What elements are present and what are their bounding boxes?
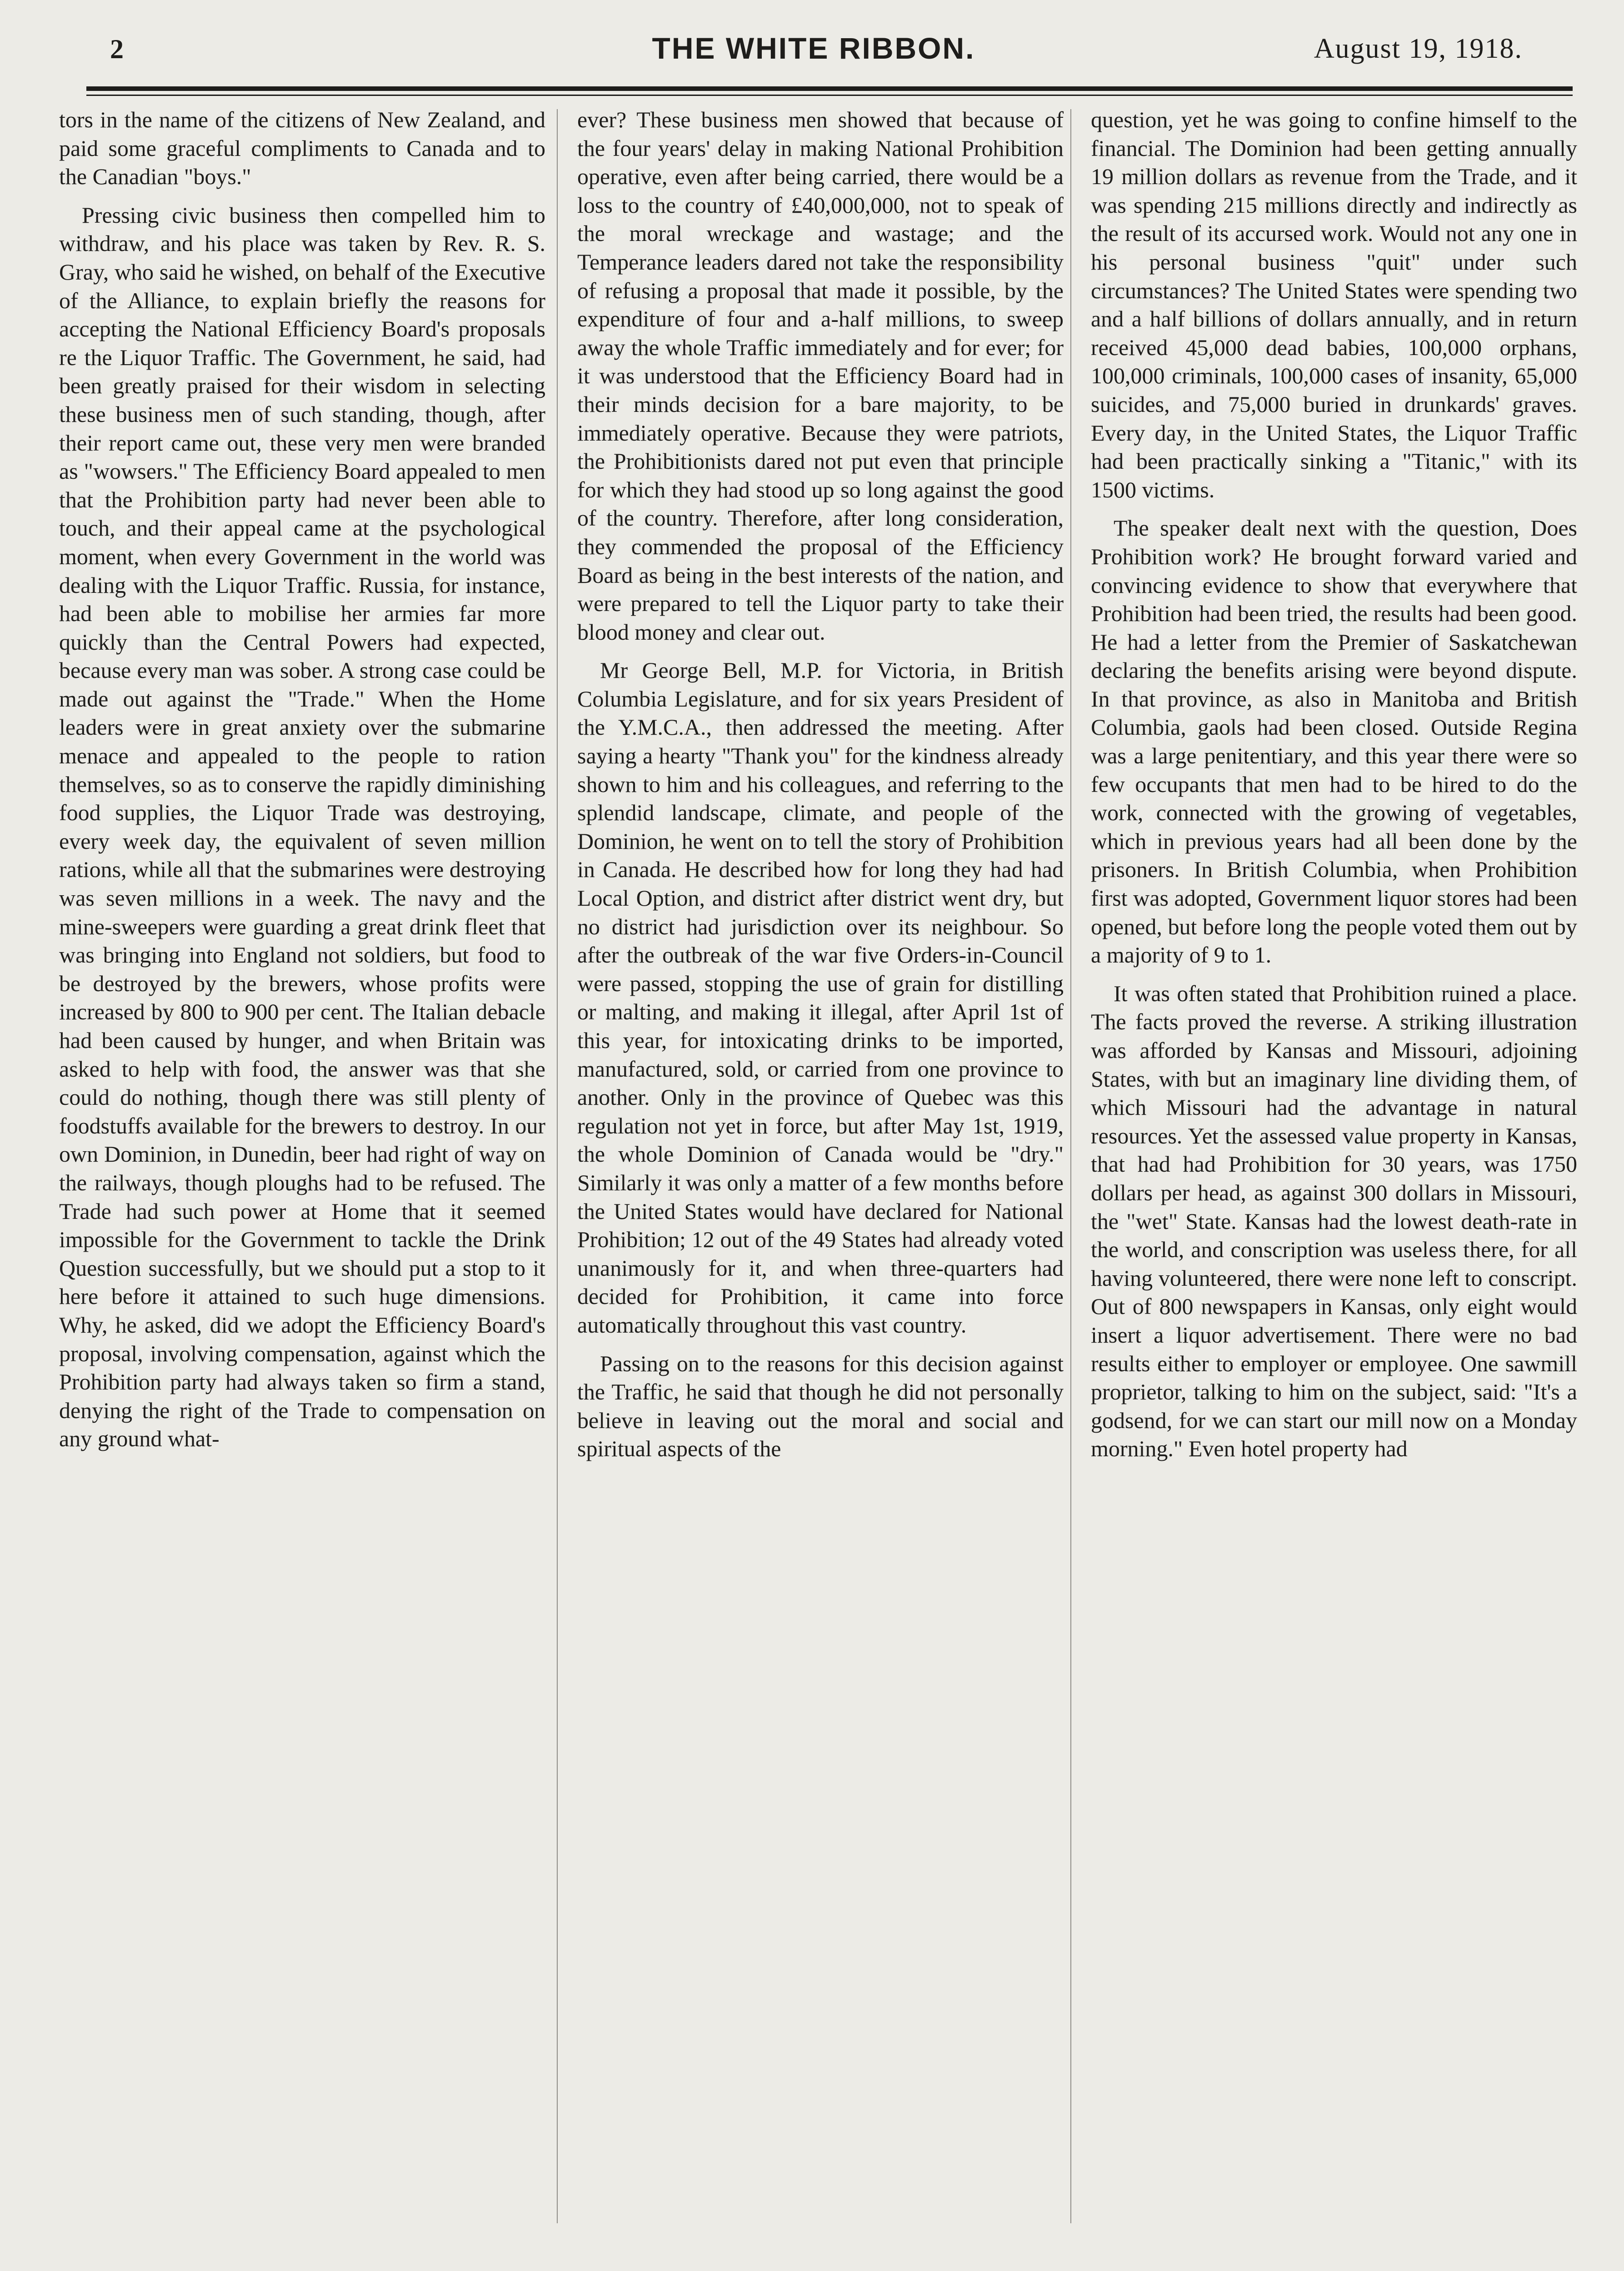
header-rule-thin xyxy=(86,95,1573,96)
issue-date: August 19, 1918. xyxy=(1314,33,1523,64)
page-header xyxy=(86,27,1541,77)
column-divider-2 xyxy=(1070,109,1071,2223)
column-2-paragraph-1: ever? These business men showed that because of the four years' delay in making National Prohibition operative, even after being carried, there would be a loss to the country of £40,000,000, not to speak of the moral wreckage and wastage; and the Temperance leaders dared not take the responsibility of refusing a proposal that made it possible, by the expenditure of four and a-half millions, to sweep away the whole Traffic immediately and for ever; for it was understood that the Efficiency Board had in their minds decision for a bare majority, to be immediately operative. Because they were patriots, the Prohibitionists dared not put even that principle for which they had stood up so long against the good of the country. Therefore, after long consideration, they commended the proposal of the Efficiency Board as being in the best interests of the nation, and were prepared to tell the Liquor party to take their blood money and clear out. xyxy=(577,107,1064,645)
column-1 xyxy=(59,105,545,2242)
column-3-paragraph-2: The speaker dealt next with the question, Does Prohibition work? He brought forward varied and convincing evidence to show that everywhere that Prohibition had been tried, the results had been good. He had a letter from the Premier of Saskatchewan declaring the benefits arising were beyond dispute. In that province, as also in Manitoba and British Columbia, gaols had been closed. Outside Regina was a large penitentiary, and this year there were so few occupants that men had to be hired to do the work, connected with the growing of vegetables, which in previous years had all been done by the prisoners. In British Columbia, when Prohibition first was adopted, Government liquor stores had been opened, but before long the people voted them out by a majority of 9 to 1. xyxy=(1091,515,1577,968)
masthead-title: THE WHITE RIBBON. xyxy=(652,31,975,65)
column-divider-1 xyxy=(557,109,558,2223)
column-3-paragraph-1: question, yet he was going to confine himself to the financial. The Dominion had been getting annually 19 million dollars as revenue from the Trade, and it was spending 215 millions directly and indirectly as the result of its accursed work. Would not any one in his personal business "quit" under such circumstances? The United States were spending two and a half billions of dollars annually, and in return received 45,000 dead babies, 100,000 orphans, 100,000 criminals, 100,000 cases of insanity, 65,000 suicides, and 75,000 buried in drunkards' graves. Every day, in the United States, the Liquor Traffic had been practically sinking a "Titanic," with its 1500 victims. xyxy=(1091,107,1577,502)
column-1-paragraph-1: tors in the name of the citizens of New Zealand, and paid some graceful compliments to Canada and to the Canadian "boys." xyxy=(59,107,545,190)
column-2-paragraph-3: Passing on to the reasons for this decision against the Traffic, he said that though he did not personally believe in leaving out the moral and social and spiritual aspects of the xyxy=(577,1350,1064,1462)
column-3 xyxy=(1091,105,1577,2242)
column-1-paragraph-2: Pressing civic business then compelled him to withdraw, and his place was taken by Rev. R. S. Gray, who said he wished, on behalf of the Executive of the Alliance, to explain briefly the reasons for accepting the National Efficiency Board's proposals re the Liquor Traffic. The Government, he said, had been greatly praised for their wisdom in selecting these business men of such standing, though, after their report came out, these very men were branded as "wowsers." The Efficiency Board appealed to men that the Prohibition party had never been able to touch, and their appeal came at the psychological moment, when every Government in the world was dealing with the Liquor Traffic. Russia, for instance, had been able to mobilise her armies far more quickly than the Central Powers had expected, because every man was sober. A strong case could be made out against the "Trade." When the Home leaders were in great anxiety over the submarine menace and appealed to the people to ration themselves, so as to conserve the rapidly diminishing food supplies, the Liquor Trade was destroying, every week day, the equivalent of seven million rations, while all that the submarines were destroying was seven millions in a week. The navy and the mine-sweepers were guarding a great drink fleet that was bringing into England not soldiers, but food to be destroyed by the brewers, whose profits were increased by 800 to 900 per cent. The Italian debacle had been caused by hunger, and when Britain was asked to help with food, the answer was that she could do nothing, though there was still plenty of foodstuffs available for the brewers to destroy. In our own Dominion, in Dunedin, beer had right of way on the railways, though ploughs had to be refused. The Trade had such power at Home that it seemed impossible for the Government to tackle the Drink Question successfully, but we should put a stop to it here before it attained to such huge dimensions. Why, he asked, did we adopt the Efficiency Board's proposal, involving compensation, against which the Prohibition party had always taken so firm a stand, denying the right of the Trade to compensation on any ground what- xyxy=(59,202,545,1452)
column-2-paragraph-2: Mr George Bell, M.P. for Victoria, in British Columbia Legislature, and for six years President of the Y.M.C.A., then addressed the meeting. After saying a hearty "Thank you" for the kindness already shown to him and his colleagues, and referring to the splendid landscape, climate, and people of the Dominion, he went on to tell the story of Prohibition in Canada. He described how for long they had had Local Option, and district after district went dry, but no district had jurisdiction over its neighbour. So after the outbreak of the war five Orders-in-Council were passed, stopping the use of grain for distilling or malting, and making it illegal, after April 1st of this year, for intoxicating drinks to be imported, manufactured, sold, or carried from one province to another. Only in the province of Quebec was this regulation not yet in force, but after May 1st, 1919, the whole Dominion of Canada would be "dry." Similarly it was only a matter of a few months before the United States would have declared for National Prohibition; 12 out of the 49 States had already voted unanimously for it, and when three-quarters had decided for Prohibition, it came into force automatically throughout this vast country. xyxy=(577,657,1064,1338)
column-2 xyxy=(577,105,1064,2242)
header-rule-thick xyxy=(86,86,1573,91)
page-number: 2 xyxy=(110,34,124,64)
column-3-paragraph-3: It was often stated that Prohibition ruined a place. The facts proved the reverse. A striking illustration was afforded by Kansas and Missouri, adjoining States, with but an imaginary line dividing them, of which Missouri had the advantage in natural resources. Yet the assessed value property in Kansas, that had had Prohibition for 30 years, was 1750 dollars per head, as against 300 dollars in Missouri, the "wet" State. Kansas had the lowest death-rate in the world, and conscription was useless there, for all having volunteered, there were none left to conscript. Out of 800 newspapers in Kansas, only eight would insert a liquor advertisement. There were no bad results either to employer or employee. One sawmill proprietor, talking to him on the subject, said: "It's a godsend, for we can start our mill now on a Monday morning." Even hotel property had xyxy=(1091,980,1577,1462)
